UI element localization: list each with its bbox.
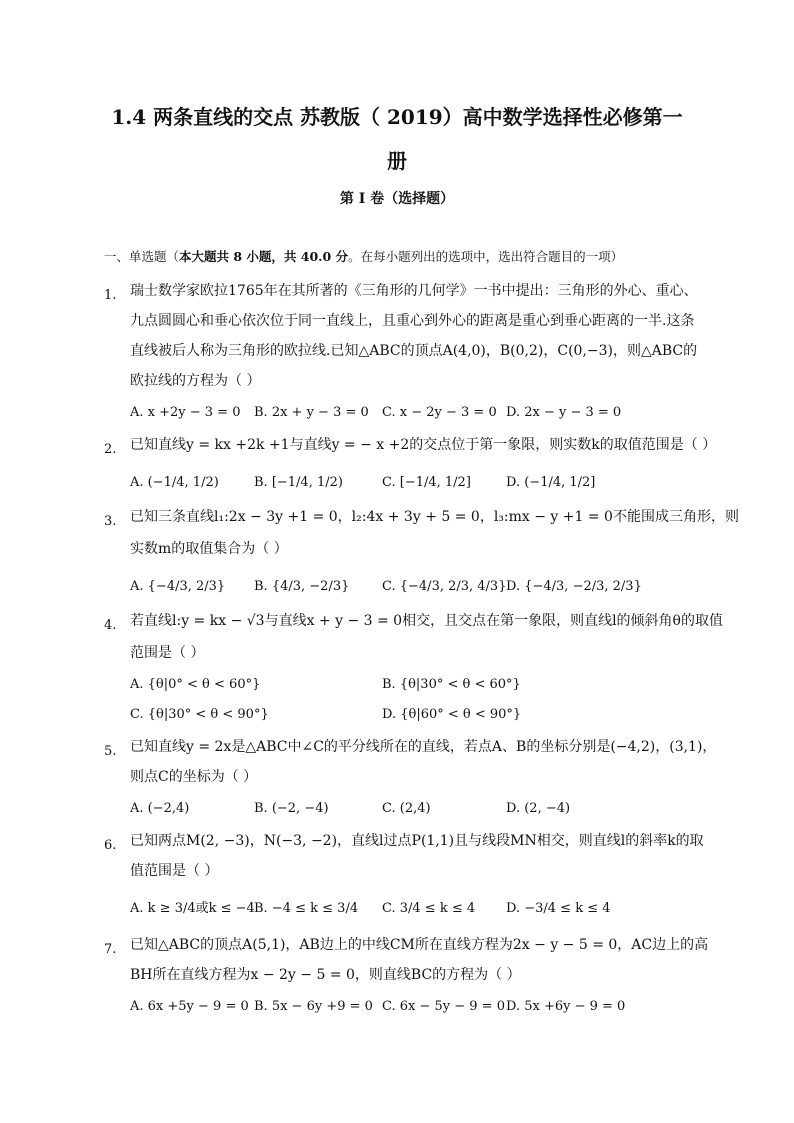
option-a: A. {θ|0° < θ < 60°}: [130, 677, 261, 692]
option-c: C. {θ|30° < θ < 90°}: [130, 707, 269, 722]
document-title-line-2: 册: [387, 149, 407, 173]
option-c: C. 6x − 5y − 9 = 0: [382, 999, 505, 1014]
question-text-line: BH所在直线方程为x − 2y − 5 = 0，则直线BC的方程为（ ）: [130, 967, 521, 983]
question-text-line: 已知三条直线l₁:2x − 3y +1 = 0，l₂:4x + 3y + 5 = 0，l₃:mx − y +1 = 0不能围成三角形，则: [130, 509, 739, 525]
question-text-line: 已知△ABC的顶点A(5,1)，AB边上的中线CM所在直线方程为2x − y − 5 = 0，AC边上的高: [130, 937, 709, 953]
section-heading-lead: 一、单选题（: [104, 249, 180, 264]
question-text-line: 范围是（ ）: [130, 645, 205, 661]
question-number: 1.: [104, 288, 117, 303]
option-a: A. x +2y − 3 = 0: [130, 405, 241, 420]
option-d: D. 2x − y − 3 = 0: [506, 405, 622, 420]
option-c: C. 3/4 ≤ k ≤ 4: [382, 901, 476, 916]
question-text-line: 已知直线y = kx +2k +1与直线y = − x +2的交点位于第一象限，则实数k的取值范围是（ ）: [130, 437, 717, 453]
question-text-line: 已知两点M(2, −3)，N(−3, −2)，直线l过点P(1,1)且与线段MN相交，则直线l的斜率k的取: [130, 833, 704, 849]
question-text-line: 值范围是（ ）: [130, 863, 219, 879]
option-d: D. −3/4 ≤ k ≤ 4: [506, 901, 611, 916]
option-a: A. (−2,4): [130, 801, 190, 816]
option-d: D. (−1/4, 1/2]: [506, 475, 596, 490]
question-number: 2.: [104, 442, 117, 457]
option-b: B. 2x + y − 3 = 0: [254, 405, 369, 420]
option-b: B. 5x − 6y +9 = 0: [254, 999, 373, 1014]
question-text-line: 欧拉线的方程为（ ）: [130, 373, 261, 389]
option-b: B. [−1/4, 1/2): [254, 475, 343, 490]
volume-subtitle: 第 I 卷（选择题）: [339, 191, 455, 207]
option-a: A. {−4/3, 2/3}: [130, 579, 226, 594]
question-number: 3.: [104, 514, 117, 529]
option-d: D. {−4/3, −2/3, 2/3}: [506, 579, 642, 594]
option-c: C. (2,4): [382, 801, 431, 816]
option-a: A. (−1/4, 1/2): [130, 475, 219, 490]
document-title-line-1: 1.4 两条直线的交点 苏教版（ 2019）高中数学选择性必修第一: [111, 105, 683, 129]
question-text-line: 九点圆圆心和垂心依次位于同一直线上，且重心到外心的距离是重心到垂心距离的一半.这条: [130, 313, 695, 329]
question-text-line: 瑞士数学家欧拉1765年在其所著的《三角形的几何学》一书中提出：三角形的外心、重心、: [130, 283, 698, 299]
option-d: D. 5x +6y − 9 = 0: [506, 999, 626, 1014]
section-heading-count: 本大题共 8 小题，共 40.0 分: [179, 249, 349, 264]
question-number: 7.: [104, 942, 117, 957]
section-heading: [104, 247, 623, 265]
option-a: A. k ≥ 3/4或k ≤ −4: [130, 901, 255, 916]
option-a: A. 6x +5y − 9 = 0: [130, 999, 249, 1014]
option-b: B. {4/3, −2/3}: [254, 579, 350, 594]
option-c: C. [−1/4, 1/2]: [382, 475, 471, 490]
question-number: 5.: [104, 744, 117, 759]
option-b: B. (−2, −4): [254, 801, 329, 816]
question-number: 6.: [104, 838, 117, 853]
section-heading-instruction: 。在每小题列出的选项中，选出符合题目的一项）: [348, 249, 624, 264]
question-text-line: 则点C的坐标为（ ）: [130, 769, 258, 785]
option-b: B. −4 ≤ k ≤ 3/4: [254, 901, 359, 916]
option-b: B. {θ|30° < θ < 60°}: [382, 677, 521, 692]
question-text-line: 已知直线y = 2x是△ABC中∠C的平分线所在的直线，若点A、B的坐标分别是(−4,2)，(3,1)，: [130, 739, 717, 755]
question-number: 4.: [104, 618, 117, 633]
option-d: D. (2, −4): [506, 801, 571, 816]
option-c: C. x − 2y − 3 = 0: [382, 405, 497, 420]
question-text-line: 若直线l:y = kx − √3与直线x + y − 3 = 0相交，且交点在第一象限，则直线l的倾斜角θ的取值: [130, 613, 723, 629]
question-text-line: 实数m的取值集合为（ ）: [130, 541, 288, 557]
option-c: C. {−4/3, 2/3, 4/3}: [382, 579, 507, 594]
option-d: D. {θ|60° < θ < 90°}: [382, 707, 522, 722]
question-text-line: 直线被后人称为三角形的欧拉线.已知△ABC的顶点A(4,0)，B(0,2)，C(0,−3)，则△ABC的: [130, 343, 698, 359]
